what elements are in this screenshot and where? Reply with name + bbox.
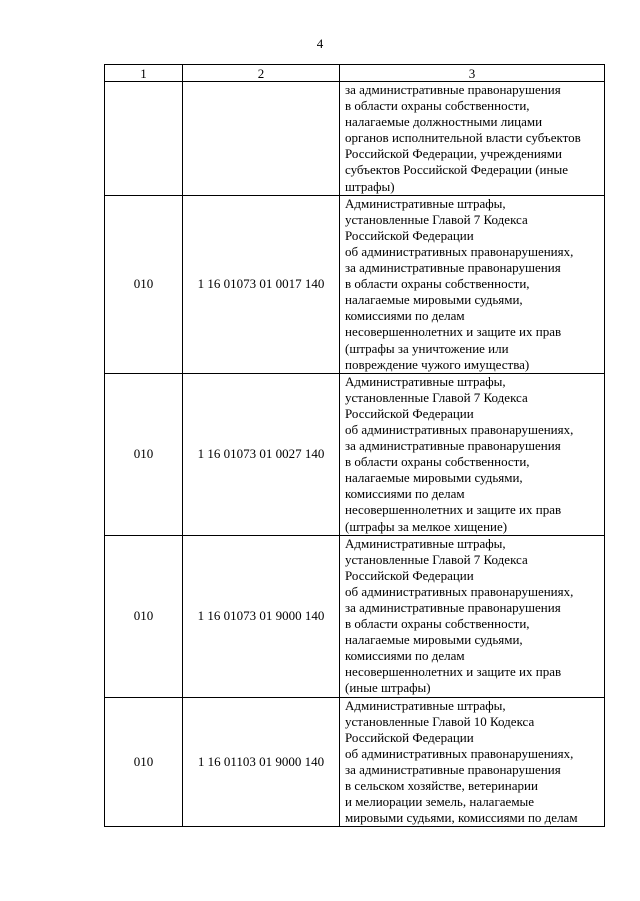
- revenue-code-cell: 1 16 01103 01 9000 140: [183, 697, 340, 827]
- revenue-code-cell: 1 16 01073 01 9000 140: [183, 535, 340, 697]
- header-cell-1: 1: [105, 65, 183, 82]
- table-row: [105, 697, 605, 827]
- description-cell: Административные штрафы, установленные Главой 7 Кодекса Российской Федерации об административных правонарушениях, за административные правонарушения в области охраны собственности, налагаемые мировыми судьями, комиссиями по делам несовершеннолетних и защите их прав (штрафы за уничтожение или повреждение чужого имущества): [340, 195, 605, 373]
- description-cell: Административные штрафы, установленные Главой 7 Кодекса Российской Федерации об административных правонарушениях, за административные правонарушения в области охраны собственности, налагаемые мировыми судьями, комиссиями по делам несовершеннолетних и защите их прав (иные штрафы): [340, 535, 605, 697]
- admin-code-cell: 010: [105, 535, 183, 697]
- table-row: [105, 195, 605, 373]
- table-row: [105, 82, 605, 196]
- revenue-code-cell: [183, 82, 340, 196]
- admin-code-cell: 010: [105, 195, 183, 373]
- revenue-code-cell: 1 16 01073 01 0017 140: [183, 195, 340, 373]
- table-row: [105, 535, 605, 697]
- admin-code-cell: 010: [105, 697, 183, 827]
- description-cell: Административные штрафы, установленные Главой 10 Кодекса Российской Федерации об административных правонарушениях, за административные правонарушения в сельском хозяйстве, ветеринарии и мелиорации земель, налагаемые мировыми судьями, комиссиями по делам: [340, 697, 605, 827]
- admin-code-cell: 010: [105, 373, 183, 535]
- budget-codes-table: [104, 64, 605, 827]
- page-number: 4: [316, 36, 324, 51]
- header-cell-2: 2: [183, 65, 340, 82]
- header-cell-3: 3: [340, 65, 605, 82]
- description-cell: Административные штрафы, установленные Главой 7 Кодекса Российской Федерации об административных правонарушениях, за административные правонарушения в области охраны собственности, налагаемые мировыми судьями, комиссиями по делам несовершеннолетних и защите их прав (штрафы за мелкое хищение): [340, 373, 605, 535]
- table-header-row: [105, 65, 605, 82]
- description-cell: за административные правонарушения в области охраны собственности, налагаемые должностными лицами органов исполнительной власти субъектов Российской Федерации, учреждениями субъектов Российской Федерации (иные штрафы): [340, 82, 605, 196]
- revenue-code-cell: 1 16 01073 01 0027 140: [183, 373, 340, 535]
- admin-code-cell: [105, 82, 183, 196]
- table-row: [105, 373, 605, 535]
